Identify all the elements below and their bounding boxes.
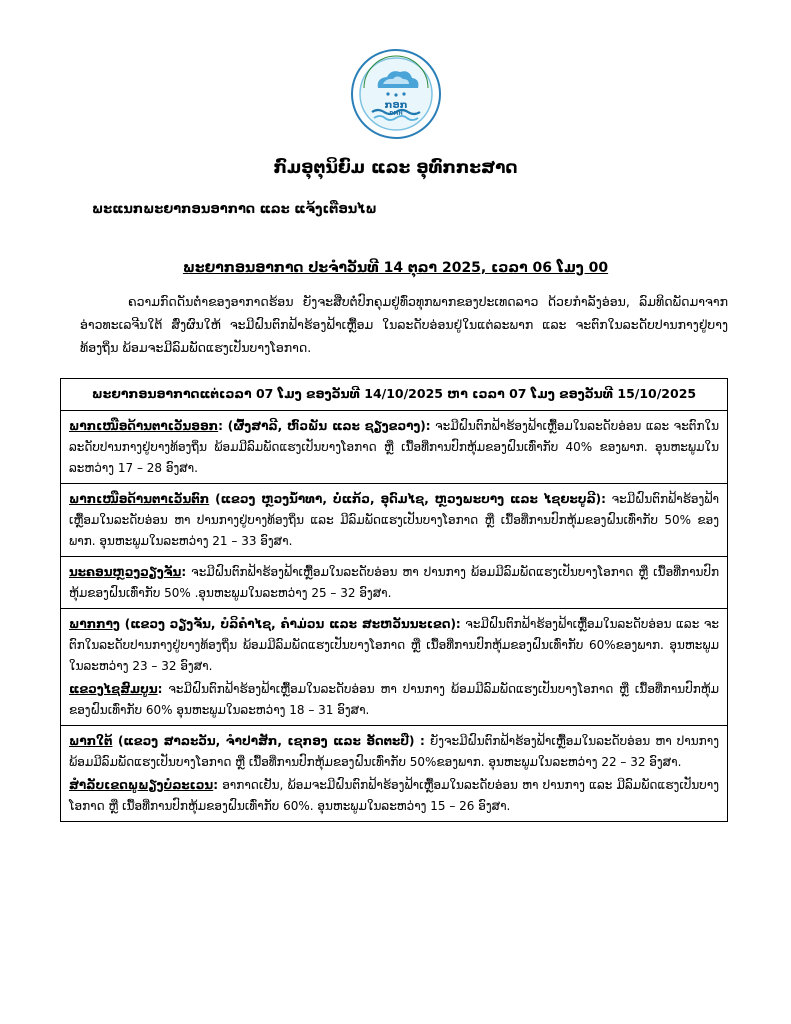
logo-text: ກອກ [384,100,408,111]
region-forecast: ຈະມີຝົນຕົກຟ້າຮ້ອງຟ້າເຫຼື້ອມໃນລະດັບອ່ອນ ຫາ ປານກາງ ພ້ອມມີລົມພັດແຮງເປັນບາງໂອກາດ ຫຼື ເນື້ອທີ່ການປົກຫຸ້ມຂອງຝົນເທົ່າກັບ 50% .ອຸນຫະພູມໃນລະຫວ່າງ 25 – 32 ອົງສາ. [69,565,719,600]
department-logo [350,48,442,140]
region-forecast: ຈະມີຝົນຕົກຟ້າຮ້ອງຟ້າເຫຼື້ອມໃນລະດັບອ່ອນ ແລະ ຈະຕົກໃນລະດັບປານກາງຢູ່ບາງທ້ອງຖິ່ນ ພ້ອມມີລົມພັດແຮງເປັນບາງໂອກາດ ຫຼື ເນື້ອທີ່ການປົກຫຸ້ມຂອງຝົນເທົ່າກັບ 40% ຂອງພາກ. ອຸນຫະພູມໃນລະຫວ່າງ 17 – 28 ອົງສາ. [69,419,719,475]
region-name: ພາກເໜືອດ້ານຕາເວັນອອກ [69,419,219,433]
region-south [61,726,728,822]
region-provinces: (ແຂວງ ວຽງຈັນ, ບໍລິຄໍາໄຊ, ຄໍາມ່ວນ ແລະ ສະຫວັນນະເຂດ): [119,617,461,631]
subregion-forecast: ຈະມີຝົນຕົກຟ້າຮ້ອງຟ້າເຫຼື້ອມໃນລະດັບອ່ອນ ຫາ ປານກາງ ພ້ອມມີລົມພັດແຮງເປັນບາງໂອກາດ ຫຼື ເນື້ອທີ່ການປົກຫຸ້ມຂອງຝົນເທົ່າກັບ 60% ອຸນຫະພູມໃນລະຫວ່າງ 18 – 31 ອົງສາ. [69,682,719,717]
region-forecast: ຍັງຈະມີຝົນຕົກຟ້າຮ້ອງຟ້າເຫຼື້ອມໃນລະດັບອ່ອນ ຫາ ປານກາງ ພ້ອມມີລົມພັດແຮງເປັນບາງໂອກາດ ຫຼື ເນື້ອທີ່ການປົກຫຸ້ມຂອງຝົນເທົ່າກັບ 50%ຂອງພາກ. ອຸນຫະພູມໃນລະຫວ່າງ 22 – 32 ອົງສາ. [69,734,719,769]
forecast-title: ພະຍາກອນອາກາດ ປະຈໍາວັນທີ 14 ຕຸລາ 2025, ເວລາ 06 ໂມງ 00 [182,260,609,276]
region-provinces: : (ຜົ້ງສາລີ, ຫົວພັນ ແລະ ຊຽງຂວາງ): [218,419,431,433]
subregion-forecast: ອາກາດເຢັນ, ພ້ອມຈະມີຝົນຕົກຟ້າຮ້ອງຟ້າເຫຼື້ອມໃນລະດັບອ່ອນ ຫາ ປານກາງ ແລະ ມີລົມພັດແຮງເປັນບາງໂອກາດ ຫຼື ເນື້ອທີ່ການປົກຫຸ້ມຂອງຝົນເທົ່າກັບ 60%. ອຸນຫະພູມໃນລະຫວ່າງ 15 – 26 ອົງສາ. [69,778,719,813]
region-name: ນະຄອນຫຼວງວຽງຈັນ [69,565,182,579]
region-provinces: (ແຂວງ ສາລະວັນ, ຈໍາປາສັກ, ເຊກອງ ແລະ ອັດຕະປື) : [112,734,425,748]
region-provinces: : [181,565,187,579]
region-provinces: (ແຂວງ ຫຼວງນໍ້າທາ, ບໍ່ແກ້ວ, ອຸດົມໄຊ, ຫຼວງພະບາງ ແລະ ໄຊຍະບູລີ): [209,492,606,506]
region-north-east [61,411,728,484]
region-forecast: ຈະມີຝົນຕົກຟ້າຮ້ອງຟ້າເຫຼື້ອມໃນລະດັບອ່ອນ ຫາ ປານກາງຢູ່ບາງທ້ອງຖິ່ນ ແລະ ມີລົມພັດແຮງເປັນບາງໂອກາດ ຫຼື ເນື້ອທີ່ການປົກຫຸ້ມຂອງຝົນເທົ່າກັບ 50% ຂອງພາກ. ອຸນຫະພູມໃນລະຫວ່າງ 21 – 33 ອົງສາ. [69,492,719,548]
department-name: ພະແນກພະຍາກອນອາກາດ ແລະ ແຈ້ງເຕືອນໄພ [92,202,377,217]
subregion-name: ສໍາລັບເຂດພູພຽງບໍລະເວນ [69,778,214,792]
region-vientiane-capital [61,557,728,609]
forecast-intro: ຄວາມກົດດັນຕໍ່າຂອງອາກາດຮ້ອນ ຍັງຈະສືບຕໍ່ປົກຄຸມຢູ່ທົ່ວທຸກພາກຂອງປະເທດລາວ ດ້ວຍກໍາລັງອ່ອນ, ລົມທິດພັດມາຈາກອ່າວທະເລຈີນໃຕ້ ສົ່ງຜົນໃຫ້ ຈະມີຝົນຕົກຟ້າຮ້ອງຟ້າເຫຼື້ອມ ໃນລະດັບອ່ອນຢູ່ໃນແຕ່ລະພາກ ແລະ ຈະຕົກໃນລະດັບປານກາງຢູ່ບາງທ້ອງຖິ່ນ ພ້ອມຈະມີລົມພັດແຮງເປັນບາງໂອກາດ. [80,294,728,355]
logo-emblem [350,48,442,140]
region-central [61,609,728,726]
ministry-title: ກົມອຸຕຸນິຍົມ ແລະ ອຸທົກກະສາດ [273,158,518,178]
region-name: ພາກເໜືອດ້ານຕາເວັນຕົກ [69,492,210,506]
subregion-colon: : [157,682,163,696]
region-forecast: ຈະມີຝົນຕົກຟ້າຮ້ອງຟ້າເຫຼື້ອມໃນລະດັບອ່ອນ ແລະ ຈະຕົກໃນລະດັບປານກາງຢູ່ບາງທ້ອງຖິ່ນ ພ້ອມມີລົມພັດແຮງເປັນບາງໂອກາດ ຫຼື ເນື້ອທີ່ການປົກຫຸ້ມຂອງຝົນເທົ່າກັບ 60%ຂອງພາກ. ອຸນຫະພູມໃນລະຫວ່າງ 23 – 32 ອົງສາ. [69,617,719,673]
forecast-table [60,378,728,822]
region-name: ພາກກາງ [69,617,120,631]
forecast-period-header: ພະຍາກອນອາກາດແຕ່ເວລາ 07 ໂມງ ຂອງວັນທີ 14/10/2025 ຫາ ເວລາ 07 ໂມງ ຂອງວັນທີ 15/10/2025 [61,379,728,411]
region-name: ພາກໃຕ້ [69,734,113,748]
region-north-west [61,484,728,557]
logo-label: DMH [389,111,403,117]
subregion-colon: : [213,778,218,792]
subregion-name: ແຂວງໄຊສົມບູນ [69,682,158,696]
